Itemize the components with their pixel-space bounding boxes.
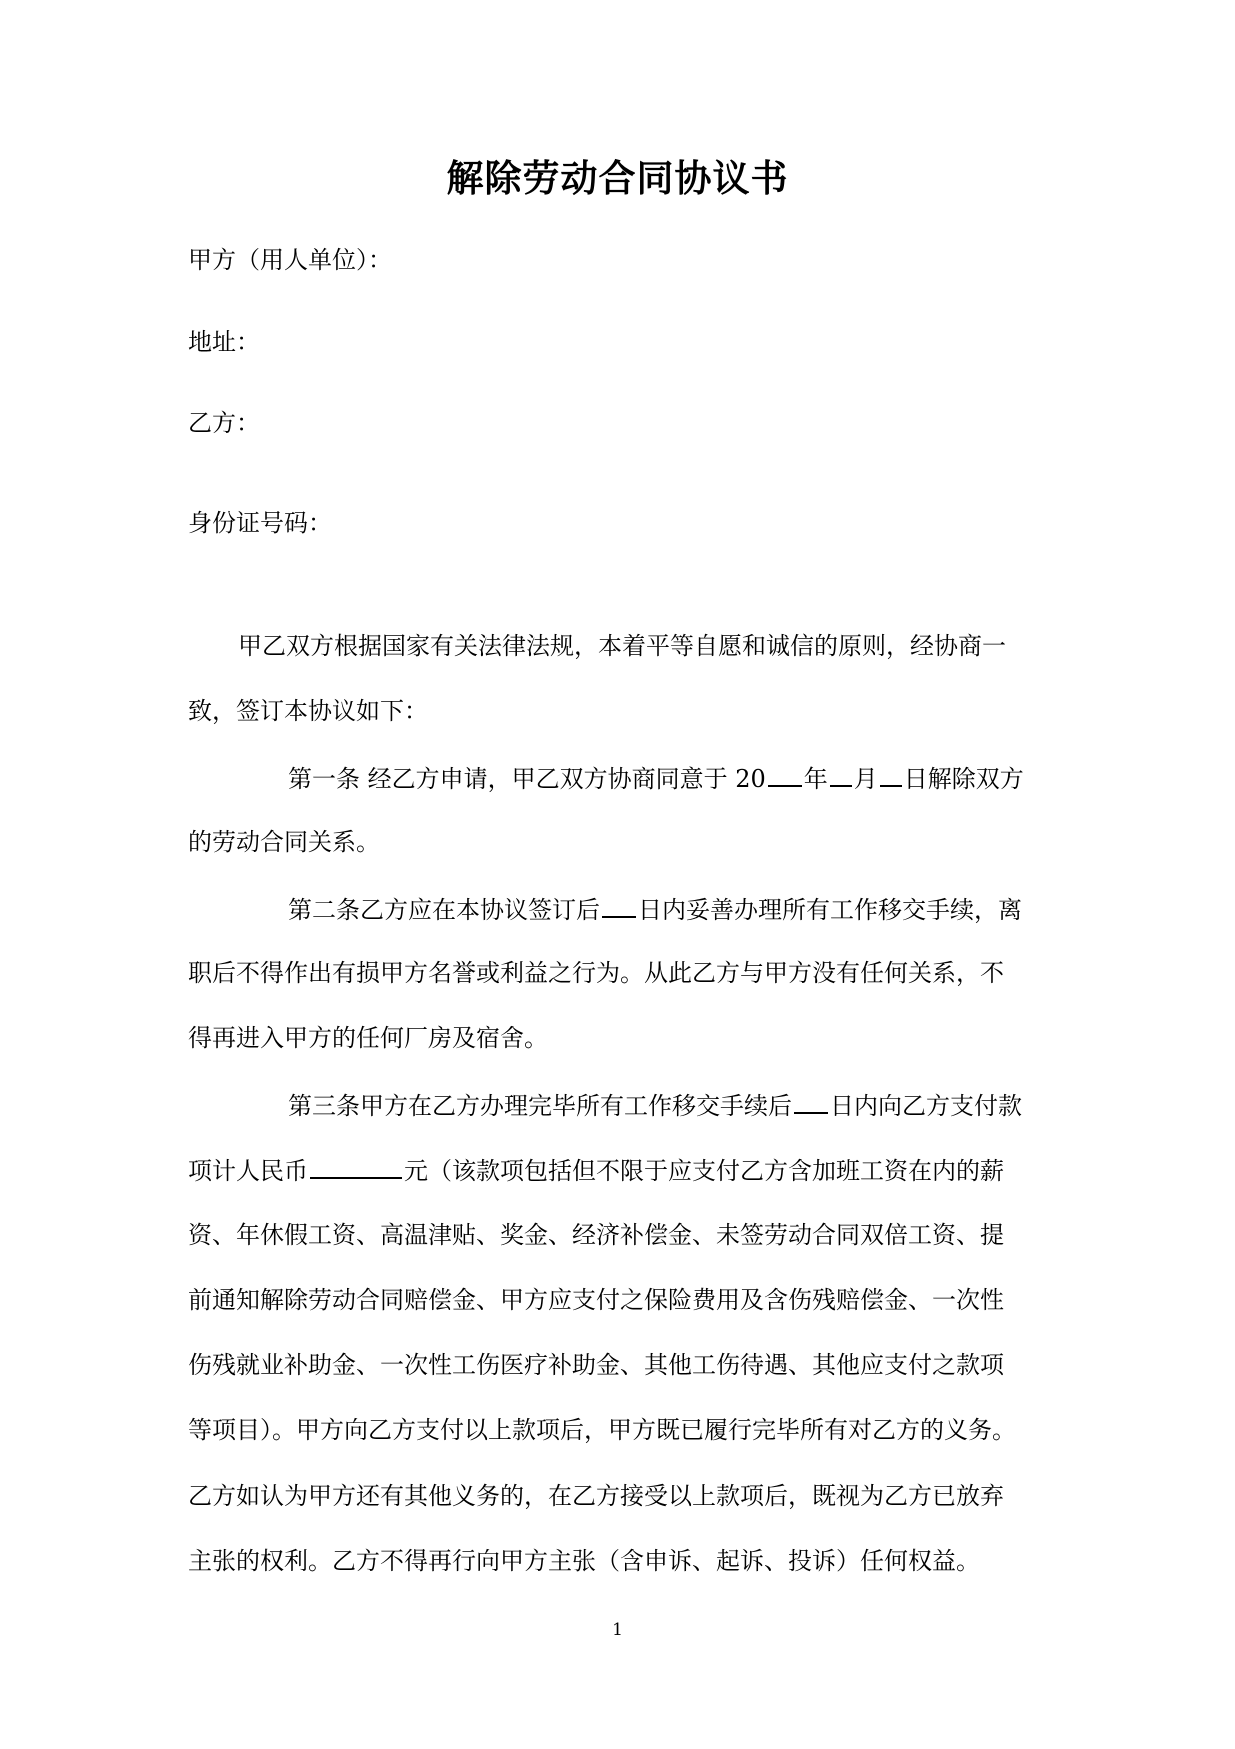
article-1-line-1 xyxy=(288,761,1024,795)
intro-line-1: 甲乙双方根据国家有关法律法规，本着平等自愿和诚信的原则，经协商一 xyxy=(238,632,1006,660)
amount-blank xyxy=(310,1153,402,1179)
document-title: 解除劳动合同协议书 xyxy=(446,156,789,200)
article-2-text-a: 第二条乙方应在本协议签订后 xyxy=(288,896,600,924)
article-1-text-c: 月 xyxy=(853,765,878,793)
article-1-text-b: 年 xyxy=(803,765,828,793)
article-1-line-2: 的劳动合同关系。 xyxy=(188,828,380,856)
page-number: 1 xyxy=(612,1620,623,1640)
party-a-field: 甲方（用人单位）： xyxy=(188,246,392,274)
article-2-line-3: 得再进入甲方的任何厂房及宿舍。 xyxy=(188,1024,548,1052)
article-3-line-3: 资、年休假工资、高温津贴、奖金、经济补偿金、未签劳动合同双倍工资、提 xyxy=(188,1221,1004,1249)
article-3-text-2a: 项计人民币 xyxy=(188,1157,308,1185)
party-b-field: 乙方： xyxy=(188,409,260,437)
article-2-text-b: 日内妥善办理所有工作移交手续，离 xyxy=(638,896,1022,924)
id-number-field: 身份证号码： xyxy=(188,509,332,537)
article-3-line-2 xyxy=(188,1153,1004,1187)
article-2-line-1 xyxy=(288,892,1022,926)
article-3-text-2b: 元（该款项包括但不限于应支付乙方含加班工资在内的薪 xyxy=(404,1157,1004,1185)
days-blank xyxy=(602,892,636,918)
article-3-line-7: 乙方如认为甲方还有其他义务的，在乙方接受以上款项后，既视为乙方已放弃 xyxy=(188,1482,1004,1510)
article-1-text-d: 日解除双方 xyxy=(903,765,1024,793)
article-3-text-a: 第三条甲方在乙方办理完毕所有工作移交手续后 xyxy=(288,1092,792,1120)
article-3-line-1 xyxy=(288,1088,1022,1122)
article-3-line-8: 主张的权利。乙方不得再行向甲方主张（含申诉、起诉、投诉）任何权益。 xyxy=(188,1547,980,1575)
payment-days-blank xyxy=(794,1088,828,1114)
month-blank xyxy=(830,761,852,787)
article-2-line-2: 职后不得作出有损甲方名誉或利益之行为。从此乙方与甲方没有任何关系，不 xyxy=(188,959,1004,987)
address-field: 地址： xyxy=(188,328,260,356)
article-3-line-4: 前通知解除劳动合同赔偿金、甲方应支付之保险费用及含伤残赔偿金、一次性 xyxy=(188,1286,1004,1314)
year-blank xyxy=(768,761,802,787)
article-3-text-b: 日内向乙方支付款 xyxy=(830,1092,1022,1120)
intro-line-2: 致，签订本协议如下： xyxy=(188,697,428,725)
article-3-line-6: 等项目）。甲方向乙方支付以上款项后，甲方既已履行完毕所有对乙方的义务。 xyxy=(188,1416,1016,1444)
article-3-line-5: 伤残就业补助金、一次性工伤医疗补助金、其他工伤待遇、其他应支付之款项 xyxy=(188,1351,1004,1379)
day-blank xyxy=(880,761,902,787)
article-1-text-a: 第一条 经乙方申请，甲乙双方协商同意于 20 xyxy=(288,765,766,793)
